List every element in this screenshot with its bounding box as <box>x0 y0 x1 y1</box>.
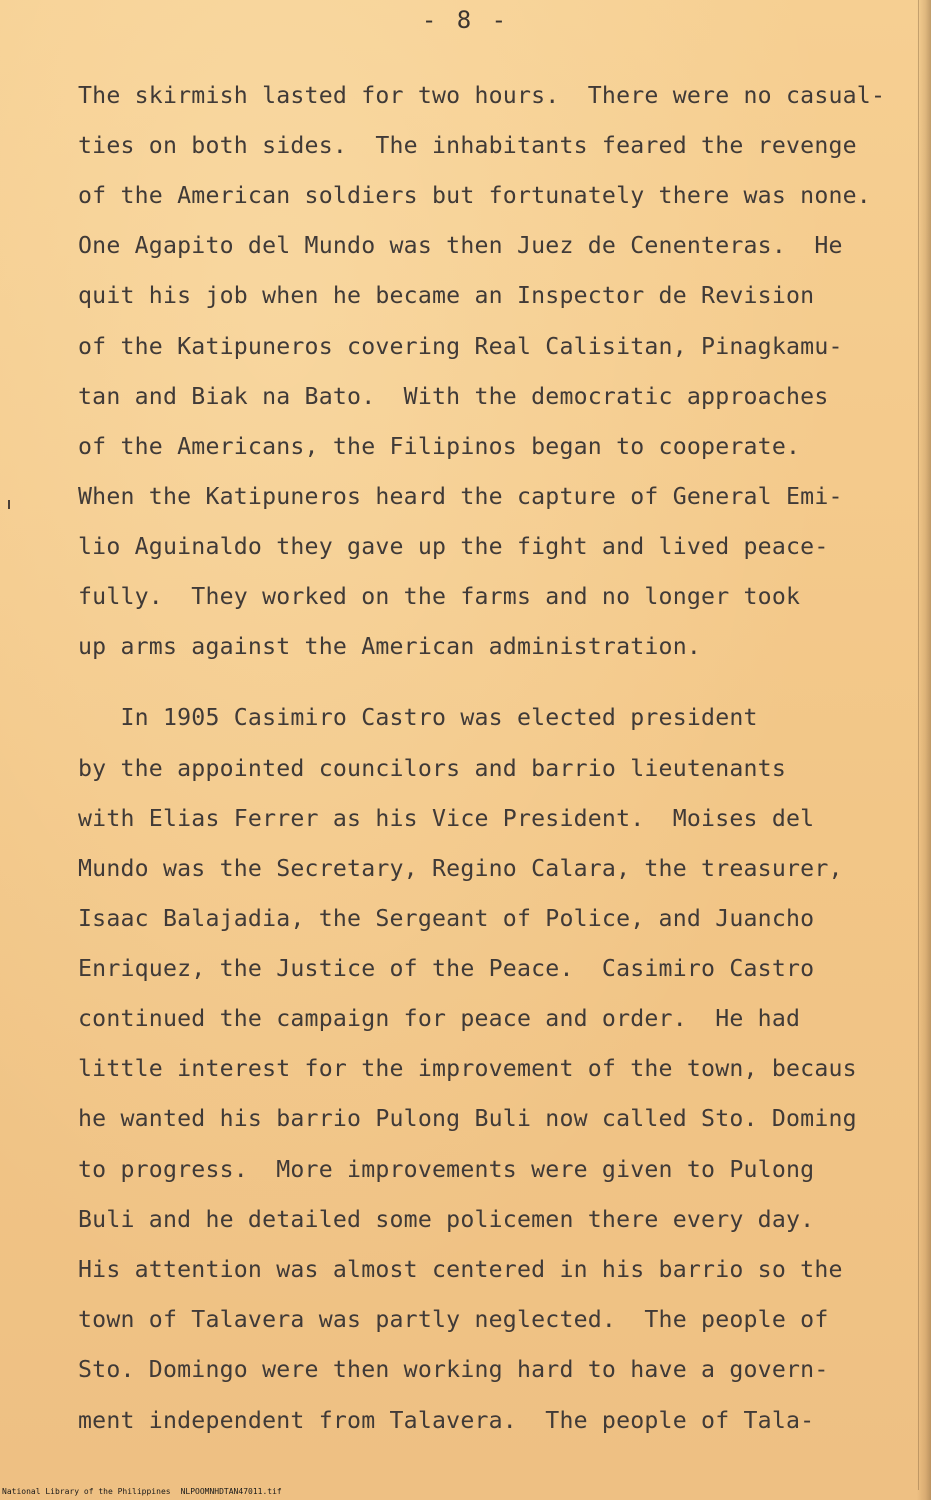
text-line: continued the campaign for peace and order. He had <box>78 1005 801 1032</box>
text-line: Enriquez, the Justice of the Peace. Casimiro Castro <box>78 955 815 982</box>
scan-footer <box>2 1487 282 1496</box>
text-line: The skirmish lasted for two hours. There were no casual- <box>78 82 886 109</box>
text-line: he wanted his barrio Pulong Buli now called Sto. Doming <box>78 1105 857 1132</box>
text-line: His attention was almost centered in his barrio so the <box>78 1256 843 1283</box>
text-line: ties on both sides. The inhabitants feared the revenge <box>78 132 857 159</box>
page-edge-shadow <box>917 0 931 1500</box>
text-line: by the appointed councilors and barrio lieutenants <box>78 755 787 782</box>
text-line: quit his job when he became an Inspector de Revision <box>78 282 815 309</box>
text-line: When the Katipuneros heard the capture of General Emi- <box>78 483 843 510</box>
text-line: tan and Biak na Bato. With the democratic approaches <box>78 383 829 410</box>
page-number: - 8 - <box>421 6 510 34</box>
text-line: with Elias Ferrer as his Vice President. Moises del <box>78 805 815 832</box>
text-line: Mundo was the Secretary, Regino Calara, the treasurer, <box>78 855 843 882</box>
text-line: Sto. Domingo were then working hard to have a govern- <box>78 1356 829 1383</box>
text-line: little interest for the improvement of the town, becaus <box>78 1055 857 1082</box>
text-line: ment independent from Talavera. The people of Tala- <box>78 1407 815 1434</box>
text-line: In 1905 Casimiro Castro was elected president <box>78 704 758 731</box>
footer-institution: National Library of the Philippines <box>2 1487 171 1496</box>
text-line: to progress. More improvements were given to Pulong <box>78 1156 815 1183</box>
text-line: up arms against the American administration. <box>78 633 702 660</box>
footer-filename: NLPOOMNHDTAN47011.tif <box>180 1487 282 1496</box>
text-line: Isaac Balajadia, the Sergeant of Police, and Juancho <box>78 905 815 932</box>
text-line: of the Katipuneros covering Real Calisitan, Pinagkamu- <box>78 333 843 360</box>
text-line: town of Talavera was partly neglected. The people of <box>78 1306 829 1333</box>
text-line: lio Aguinaldo they gave up the fight and lived peace- <box>78 533 829 560</box>
text-line: Buli and he detailed some policemen there every day. <box>78 1206 815 1233</box>
text-line: One Agapito del Mundo was then Juez de Cenenteras. He <box>78 232 843 259</box>
text-line: of the Americans, the Filipinos began to cooperate. <box>78 433 801 460</box>
text-line: fully. They worked on the farms and no longer took <box>78 583 801 610</box>
margin-mark <box>8 500 10 509</box>
text-line: of the American soldiers but fortunately there was none. <box>78 182 871 209</box>
